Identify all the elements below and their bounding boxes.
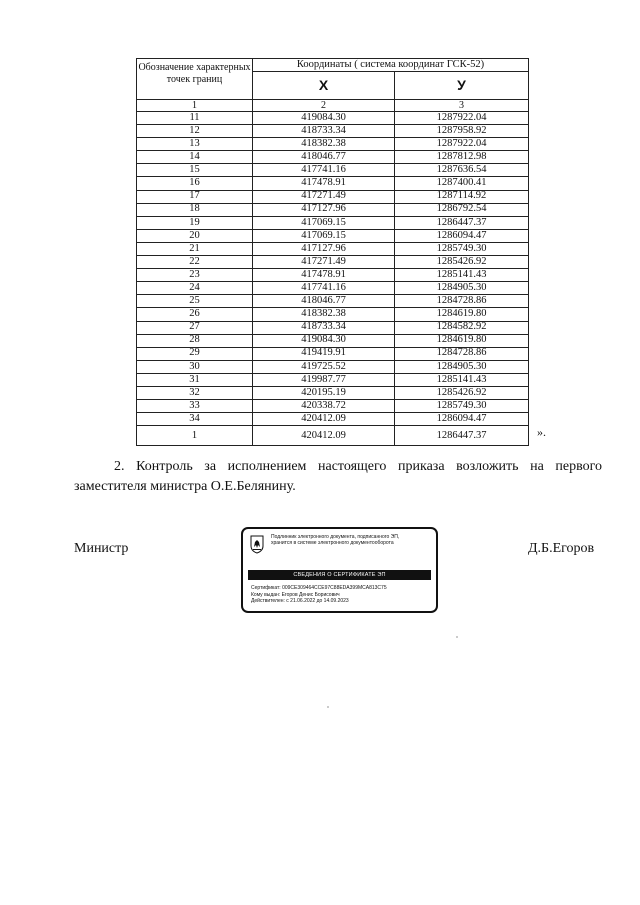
table-row	[137, 269, 529, 282]
y-coordinate-cell: 1285141.43	[395, 269, 529, 282]
certificate-validity: Действителен: с 21.06.2022 до 14.09.2023	[251, 598, 349, 604]
x-coordinate-cell: 420195.19	[253, 386, 395, 399]
x-coordinate-cell: 417478.91	[253, 269, 395, 282]
y-coordinate-cell: 1284619.80	[395, 308, 529, 321]
point-cell: 22	[137, 256, 253, 269]
x-coordinate-cell: 417069.15	[253, 216, 395, 229]
y-coordinate-cell: 1284619.80	[395, 334, 529, 347]
y-coordinate-cell: 1287114.92	[395, 190, 529, 203]
table-row	[137, 426, 529, 446]
coat-of-arms-icon	[250, 535, 264, 554]
point-cell: 12	[137, 125, 253, 138]
point-cell: 28	[137, 334, 253, 347]
y-coordinate-cell: 1285749.30	[395, 242, 529, 255]
scan-speck	[456, 636, 458, 638]
point-cell: 32	[137, 386, 253, 399]
point-cell: 1	[137, 426, 253, 446]
table-row	[137, 177, 529, 190]
x-coordinate-cell: 420412.09	[253, 413, 395, 426]
column-number: 3	[395, 100, 529, 112]
y-coordinate-cell: 1287922.04	[395, 138, 529, 151]
point-cell: 27	[137, 321, 253, 334]
x-coordinate-cell: 419419.91	[253, 347, 395, 360]
y-coordinate-cell: 1286792.54	[395, 203, 529, 216]
table-row	[137, 190, 529, 203]
y-coordinate-cell: 1285749.30	[395, 400, 529, 413]
stamp-header-line: хранится в системе электронного документооборота	[271, 540, 394, 547]
table-row	[137, 386, 529, 399]
table-body	[137, 112, 529, 446]
point-cell: 30	[137, 360, 253, 373]
column-numbers-row	[137, 100, 529, 112]
y-coordinate-cell: 1287812.98	[395, 151, 529, 164]
stamp-header-line: Подлинник электронного документа, подписанного ЭП,	[271, 534, 400, 540]
table-row	[137, 138, 529, 151]
certificate-number: Сертификат: 009CE309464CCE97C88EDA399MCA813C75	[251, 585, 387, 591]
point-cell: 26	[137, 308, 253, 321]
certificate-details	[251, 585, 431, 605]
point-cell: 21	[137, 242, 253, 255]
y-coordinate-cell: 1286447.37	[395, 426, 529, 446]
y-coordinate-cell: 1284905.30	[395, 282, 529, 295]
table-row	[137, 347, 529, 360]
table-row	[137, 321, 529, 334]
x-coordinate-cell: 420412.09	[253, 426, 395, 446]
point-cell: 31	[137, 373, 253, 386]
point-cell: 15	[137, 164, 253, 177]
table-row	[137, 373, 529, 386]
y-coordinate-cell: 1287922.04	[395, 112, 529, 125]
y-coordinate-cell: 1284728.86	[395, 295, 529, 308]
x-coordinate-cell: 418733.34	[253, 321, 395, 334]
header-y: У	[395, 71, 529, 99]
y-coordinate-cell: 1284582.92	[395, 321, 529, 334]
point-cell: 20	[137, 229, 253, 242]
header-designation: Обозначение характерных точек границ	[137, 59, 253, 100]
point-cell: 24	[137, 282, 253, 295]
x-coordinate-cell: 417127.96	[253, 242, 395, 255]
table-row	[137, 229, 529, 242]
table-row	[137, 151, 529, 164]
point-cell: 16	[137, 177, 253, 190]
point-cell: 17	[137, 190, 253, 203]
column-number: 2	[253, 100, 395, 112]
table-row	[137, 164, 529, 177]
point-cell: 25	[137, 295, 253, 308]
header-coordinates: Координаты ( система координат ГСК-52)	[253, 59, 529, 72]
table-row	[137, 203, 529, 216]
certificate-owner: Кому выдан: Егоров Денис Борисович	[251, 591, 340, 598]
table-row	[137, 400, 529, 413]
certificate-info-bar: СВЕДЕНИЯ О СЕРТИФИКАТЕ ЭП	[248, 570, 431, 580]
y-coordinate-cell: 1287958.92	[395, 125, 529, 138]
y-coordinate-cell: 1286094.47	[395, 413, 529, 426]
point-cell: 29	[137, 347, 253, 360]
y-coordinate-cell: 1286447.37	[395, 216, 529, 229]
point-cell: 11	[137, 112, 253, 125]
header-x: X	[253, 71, 395, 99]
y-coordinate-cell: 1285426.92	[395, 256, 529, 269]
x-coordinate-cell: 419084.30	[253, 334, 395, 347]
signer-position: Министр	[74, 541, 129, 556]
table-row	[137, 242, 529, 255]
order-paragraph	[74, 457, 602, 497]
x-coordinate-cell: 418382.38	[253, 138, 395, 151]
point-cell: 23	[137, 269, 253, 282]
y-coordinate-cell: 1285141.43	[395, 373, 529, 386]
point-cell: 19	[137, 216, 253, 229]
paragraph-line: заместителя министра О.Е.Белянину.	[74, 479, 296, 494]
table-row	[137, 360, 529, 373]
table-row	[137, 125, 529, 138]
paragraph-line: 2. Контроль за исполнением настоящего приказа возложить на первого	[114, 459, 602, 474]
y-coordinate-cell: 1287636.54	[395, 164, 529, 177]
x-coordinate-cell: 418733.34	[253, 125, 395, 138]
table-row	[137, 216, 529, 229]
stamp-header	[271, 534, 433, 546]
point-cell: 18	[137, 203, 253, 216]
x-coordinate-cell: 417741.16	[253, 282, 395, 295]
x-coordinate-cell: 418046.77	[253, 295, 395, 308]
x-coordinate-cell: 418046.77	[253, 151, 395, 164]
x-coordinate-cell: 417741.16	[253, 164, 395, 177]
y-coordinate-cell: 1285426.92	[395, 386, 529, 399]
table-row	[137, 282, 529, 295]
x-coordinate-cell: 417069.15	[253, 229, 395, 242]
table-row	[137, 295, 529, 308]
x-coordinate-cell: 419725.52	[253, 360, 395, 373]
point-cell: 14	[137, 151, 253, 164]
x-coordinate-cell: 420338.72	[253, 400, 395, 413]
column-number: 1	[137, 100, 253, 112]
signer-name: Д.Б.Егоров	[528, 541, 595, 556]
table-row	[137, 413, 529, 426]
x-coordinate-cell: 419084.30	[253, 112, 395, 125]
x-coordinate-cell: 417478.91	[253, 177, 395, 190]
y-coordinate-cell: 1284728.86	[395, 347, 529, 360]
point-cell: 34	[137, 413, 253, 426]
electronic-signature-stamp	[241, 527, 438, 613]
x-coordinate-cell: 418382.38	[253, 308, 395, 321]
y-coordinate-cell: 1284905.30	[395, 360, 529, 373]
x-coordinate-cell: 417127.96	[253, 203, 395, 216]
table-row	[137, 308, 529, 321]
table-row	[137, 256, 529, 269]
coordinates-table	[136, 58, 529, 446]
table-row	[137, 334, 529, 347]
point-cell: 33	[137, 400, 253, 413]
closing-quote: ».	[537, 425, 546, 439]
table-row	[137, 112, 529, 125]
x-coordinate-cell: 419987.77	[253, 373, 395, 386]
point-cell: 13	[137, 138, 253, 151]
scan-speck	[327, 706, 329, 708]
y-coordinate-cell: 1286094.47	[395, 229, 529, 242]
x-coordinate-cell: 417271.49	[253, 256, 395, 269]
y-coordinate-cell: 1287400.41	[395, 177, 529, 190]
x-coordinate-cell: 417271.49	[253, 190, 395, 203]
